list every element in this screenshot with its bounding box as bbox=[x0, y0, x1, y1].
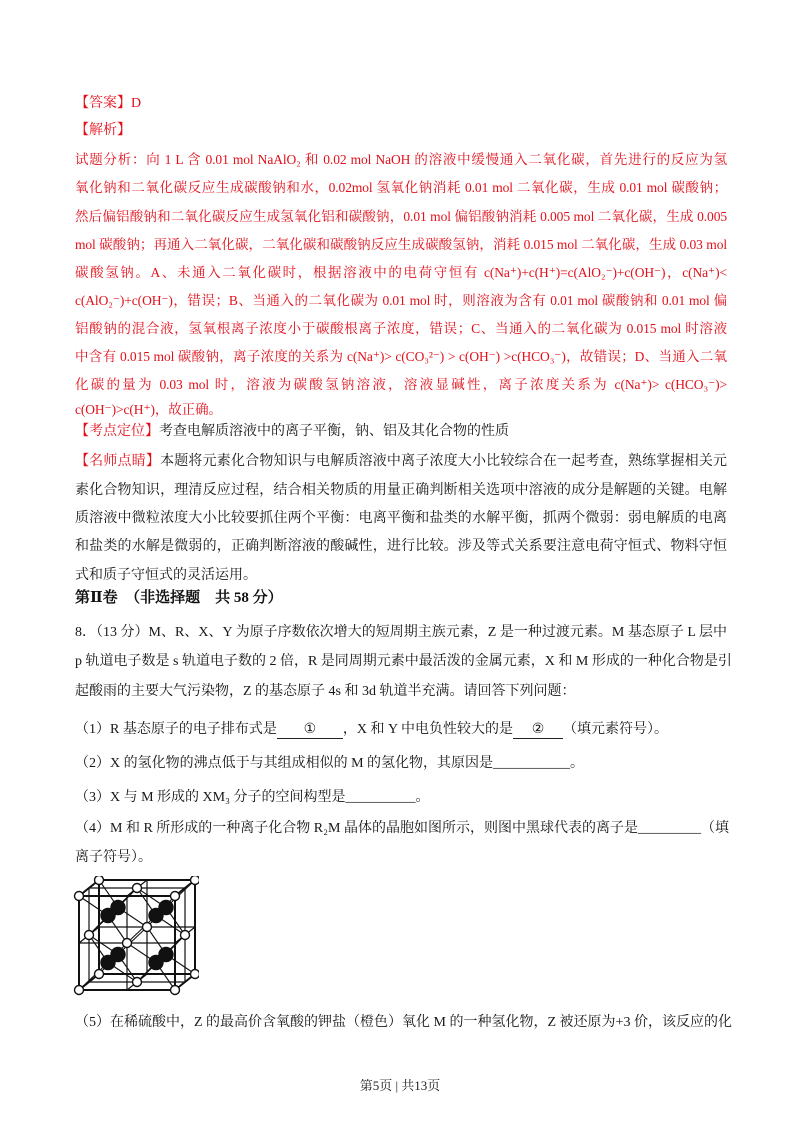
analysis-label: 【解析】 bbox=[75, 123, 131, 138]
black-ball bbox=[101, 956, 115, 970]
mingshi-line: 式和质子守恒式的灵活运用。 bbox=[75, 568, 257, 583]
subquestion-3: （3）X 与 M 形成的 XM₃ 分子的空间构型是__________。 bbox=[75, 790, 430, 805]
white-ball bbox=[123, 939, 132, 948]
subquestion-1-text-a: （1）R 基态原子的电子排布式是 bbox=[75, 722, 277, 737]
white-ball bbox=[181, 931, 190, 940]
analysis-line: 铝酸钠的混合液，氢氧根离子浓度小于碳酸根离子浓度，错误；C、当通入的二氧化碳为 0.015 mol 时溶液 bbox=[75, 321, 727, 336]
section-subtitle: （非选择题 共 58 分） bbox=[125, 590, 283, 606]
page-footer: 第5页 | 共13页 bbox=[359, 1078, 441, 1093]
analysis-line: 碳酸氢钠。A、未通入二氧化碳时，根据溶液中的电荷守恒有 c(Na⁺)+c(H⁺)=c(AlO₂⁻)+c(OH⁻)，c(Na⁺)< bbox=[75, 265, 727, 280]
subquestion-1-text-b: ，X 和 Y 中电负性较大的是 bbox=[342, 722, 514, 737]
unit-cell-figure bbox=[73, 876, 199, 996]
white-ball bbox=[171, 986, 180, 995]
mingshi-line: 素化合物知识，理清反应过程，结合相关物质的用量正确判断相关选项中溶液的成分是解题的关键。电解 bbox=[75, 483, 727, 498]
section-heading bbox=[75, 588, 727, 608]
subquestion-1-text-c: （填元素符号）。 bbox=[563, 722, 669, 737]
white-ball bbox=[143, 923, 152, 932]
white-ball bbox=[133, 978, 142, 987]
answer-label: 【答案】 bbox=[75, 96, 131, 111]
white-ball bbox=[75, 986, 84, 995]
section-title: 第Ⅱ卷 bbox=[75, 590, 118, 606]
subquestion-4: （4）M 和 R 所形成的一种离子化合物 R₂M 晶体的晶胞如图所示，则图中黑球代表的离子是_________（填 bbox=[75, 821, 729, 836]
kaodian-line bbox=[75, 422, 727, 442]
question-intro-line: 8．（13 分）M、R、X、Y 为原子序数依次增大的短周期主族元素，Z 是一种过渡元素。M 基态原子 L 层中 bbox=[75, 625, 727, 640]
subquestion-1 bbox=[75, 720, 727, 740]
black-ball bbox=[149, 909, 163, 923]
kaodian-text: 考查电解质溶液中的离子平衡，钠、铝及其化合物的性质 bbox=[159, 424, 509, 439]
subquestion-5: （5）在稀硫酸中，Z 的最高价含氧酸的钾盐（橙色）氧化 M 的一种氢化物，Z 被还原为+3 价，该反应的化 bbox=[75, 1015, 732, 1030]
kaodian-label: 【考点定位】 bbox=[75, 424, 159, 439]
white-ball bbox=[191, 970, 200, 979]
black-ball bbox=[101, 909, 115, 923]
subquestion-4-cont: 离子符号）。 bbox=[75, 850, 152, 865]
analysis-line: 中含有 0.015 mol 碳酸钠，离子浓度的关系为 c(Na⁺)> c(CO₃²⁻) > c(OH⁻) >c(HCO₃⁻)，故错误；D、当通入二氧 bbox=[75, 349, 727, 364]
answer-value: D bbox=[131, 96, 142, 111]
black-ball bbox=[149, 956, 163, 970]
question-intro-line: 起酸雨的主要大气污染物，Z 的基态原子 4s 和 3d 轨道半充满。请回答下列问题： bbox=[75, 684, 576, 699]
subquestion-2: （2）X 的氢化物的沸点低于与其组成相似的 M 的氢化物，其原因是___________。 bbox=[75, 756, 585, 771]
analysis-line: 化碳的量为 0.03 mol 时，溶液为碳酸氢钠溶液，溶液显碱性，离子浓度关系为 c(Na⁺)> c(HCO₃⁻)> bbox=[75, 377, 727, 392]
mingshi-label: 【名师点睛】 bbox=[75, 454, 161, 469]
analysis-line: c(AlO₂⁻)+c(OH⁻)，错误；B、当通入的二氧化碳为 0.01 mol 时，则溶液为含有 0.01 mol 碳酸钠和 0.01 mol 偏 bbox=[75, 293, 727, 308]
mingshi-line: 质溶液中微粒浓度大小比较要抓住两个平衡：电离平衡和盐类的水解平衡，抓两个微弱：弱电解质的电离 bbox=[75, 511, 727, 526]
question-intro-line: p 轨道电子数是 s 轨道电子数的 2 倍，R 是同周期元素中最活泼的金属元素，X 和 M 形成的一种化合物是引 bbox=[75, 654, 732, 669]
mingshi-line bbox=[75, 452, 727, 472]
white-ball bbox=[133, 884, 142, 893]
white-ball bbox=[75, 892, 84, 901]
white-ball bbox=[95, 970, 104, 979]
mingshi-line: 和盐类的水解是微弱的，正确判断溶液的酸碱性，进行比较。涉及等式关系要注意电荷守恒式、物料守恒 bbox=[75, 539, 727, 554]
analysis-line: 氧化钠和二氧化碳反应生成碳酸钠和水，0.02mol 氢氧化钠消耗 0.01 mol 二氧化碳，生成 0.01 mol 碳酸钠； bbox=[75, 180, 727, 195]
answer-blank-2: ② bbox=[513, 722, 563, 739]
mingshi-text: 本题将元素化合物知识与电解质溶液中离子浓度大小比较综合在一起考查，熟练掌握相关元 bbox=[160, 454, 728, 469]
white-ball bbox=[85, 931, 94, 940]
analysis-line: c(OH⁻)>c(H⁺)，故正确。 bbox=[75, 402, 222, 417]
white-ball bbox=[95, 876, 104, 885]
white-ball bbox=[171, 892, 180, 901]
white-ball bbox=[191, 876, 200, 885]
analysis-line: mol 碳酸钠；再通入二氧化碳，二氧化碳和碳酸钠反应生成碳酸氢钠，消耗 0.015 mol 二氧化碳，生成 0.03 mol bbox=[75, 237, 727, 252]
analysis-line: 然后偏铝酸钠和二氧化碳反应生成氢氧化铝和碳酸钠，0.01 mol 偏铝酸钠消耗 0.005 mol 二氧化碳，生成 0.005 bbox=[75, 209, 727, 224]
answer-blank-1: ① bbox=[277, 722, 343, 739]
answer-line bbox=[75, 94, 727, 114]
analysis-line: 试题分析：向 1 L 含 0.01 mol NaAlO₂ 和 0.02 mol NaOH 的溶液中缓慢通入二氧化碳，首先进行的反应为氢 bbox=[75, 152, 727, 167]
